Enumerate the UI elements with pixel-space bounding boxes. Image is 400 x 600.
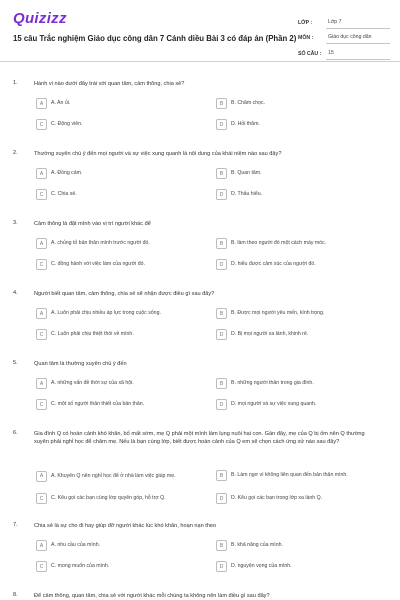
option-letter-box: C <box>36 119 47 130</box>
question-number: 7. <box>13 522 18 528</box>
option-text: C. Kêu gọi các bạn cùng lớp quyên góp, hỗ trợ Q. <box>51 495 166 502</box>
option-b[interactable] <box>216 540 283 551</box>
option-d[interactable] <box>216 329 308 340</box>
option-letter-box: D <box>216 259 227 270</box>
option-text: A. những vấn đề thời sự của xã hội. <box>51 380 134 387</box>
option-letter-box: B <box>216 168 227 179</box>
question-number: 8. <box>13 592 18 598</box>
option-b[interactable] <box>216 238 326 249</box>
option-letter-box: D <box>216 493 227 504</box>
question-text: Cảm thông là đặt mình vào vị trí người khác để <box>34 221 151 227</box>
option-a[interactable] <box>36 468 206 484</box>
option-text: D. Bị mọi người xa lánh, khinh rẻ. <box>231 331 309 338</box>
meta-row-subject <box>298 29 390 45</box>
question-number: 3. <box>13 220 18 226</box>
option-letter-box: D <box>216 399 227 410</box>
option-text: B. làm theo người đó một cách máy móc. <box>231 240 327 247</box>
option-text: A. Luôn phải chịu nhiều áp lực trong cuộc sống. <box>51 310 161 317</box>
option-text: D. nguyện vọng của mình. <box>231 563 292 570</box>
option-text: B. khả năng của mình. <box>231 542 283 549</box>
option-letter-box: D <box>216 189 227 200</box>
option-d[interactable] <box>216 493 322 504</box>
option-text: B. Làm ngơ vì không liên quan đến bản thân mình. <box>231 472 348 479</box>
option-letter-box: C <box>36 399 47 410</box>
option-b[interactable] <box>216 308 324 319</box>
option-text: A. An ủi. <box>51 100 71 107</box>
option-letter-box: C <box>36 259 47 270</box>
option-a[interactable] <box>36 540 100 551</box>
option-letter-box: B <box>216 540 227 551</box>
option-b[interactable] <box>216 470 348 481</box>
option-letter-box: C <box>36 493 47 504</box>
meta-label: SỐ CÂU : <box>298 50 322 57</box>
option-text: D. Kêu gọi các bạn trong lớp xa lánh Q. <box>231 495 323 502</box>
option-letter-box: C <box>36 329 47 340</box>
option-text: B. Được mọi người yêu mến, kính trọng. <box>231 310 325 317</box>
option-letter-box: C <box>36 561 47 572</box>
option-a[interactable] <box>36 308 161 319</box>
option-text: B. Quan tâm. <box>231 170 262 177</box>
option-d[interactable] <box>216 119 260 130</box>
question-text: Chia sẻ là sự cho đi hay giúp đỡ người khác lúc khó khăn, hoạn nạn theo <box>34 523 217 529</box>
option-c[interactable] <box>36 493 166 504</box>
option-c[interactable] <box>36 399 144 410</box>
option-d[interactable] <box>216 189 262 200</box>
option-letter-box: B <box>216 308 227 319</box>
option-a[interactable] <box>36 98 70 109</box>
option-letter-box: B <box>216 238 227 249</box>
meta-row-class <box>298 13 390 29</box>
option-c[interactable] <box>36 561 109 572</box>
option-letter-box: A <box>36 238 47 249</box>
option-letter-box: B <box>216 98 227 109</box>
option-letter-box: D <box>216 119 227 130</box>
option-letter-box: B <box>216 378 227 389</box>
option-text: C. Luôn phải chịu thiệt thòi về mình. <box>51 331 134 338</box>
option-text: B. Chăm chọc. <box>231 100 266 107</box>
option-text: D. hiểu được cảm xúc của người đó. <box>231 261 316 268</box>
option-letter-box: A <box>36 471 47 482</box>
option-d[interactable] <box>216 561 292 572</box>
question-number: 5. <box>13 360 18 366</box>
option-text: D. Thấu hiểu. <box>231 191 263 198</box>
option-text: D. Hỏi thăm. <box>231 121 260 128</box>
option-text: C. Động viên. <box>51 121 83 128</box>
option-text: A. nhu cầu của mình. <box>51 542 101 549</box>
option-c[interactable] <box>36 259 145 270</box>
worksheet-title: 15 câu Trắc nghiệm Giáo dục công dân 7 Cánh diều Bài 3 có đáp án (Phần 2) <box>13 34 297 43</box>
option-a[interactable] <box>36 168 82 179</box>
quizizz-logo: Quizizz <box>13 10 67 27</box>
question-text: Thường xuyên chú ý đến mọi người và sự việc xung quanh là nội dung của khái niệm nào sau đây? <box>34 151 282 157</box>
option-text: A. Khuyên Q nên nghỉ học để ở nhà làm việc giúp mẹ. <box>51 472 176 479</box>
question-text: Để cảm thông, quan tâm, chia sẻ với người khác mỗi chúng ta không nên làm điều gì sau đây? <box>34 593 270 599</box>
option-d[interactable] <box>216 259 316 270</box>
option-letter-box: A <box>36 540 47 551</box>
question-text: Người biết quan tâm, cảm thông, chia sẻ sẽ nhận được điều gì sau đây? <box>34 291 215 297</box>
option-letter-box: D <box>216 561 227 572</box>
option-b[interactable] <box>216 98 265 109</box>
option-letter-box: A <box>36 308 47 319</box>
option-b[interactable] <box>216 378 314 389</box>
option-text: D. mọi người và sự việc xung quanh. <box>231 401 317 408</box>
question-number: 6. <box>13 430 18 436</box>
option-a[interactable] <box>36 378 134 389</box>
option-text: A. Đồng cảm. <box>51 170 83 177</box>
question-number: 1. <box>13 80 18 86</box>
option-c[interactable] <box>36 329 134 340</box>
option-letter-box: C <box>36 189 47 200</box>
option-a[interactable] <box>36 238 150 249</box>
meta-value: Lớp 7 <box>326 19 390 29</box>
question-text: Quan tâm là thường xuyên chú ý đến <box>34 361 127 367</box>
option-text: C. Chia sẻ. <box>51 191 77 198</box>
meta-value: Giáo dục công dân <box>326 34 390 44</box>
option-text: A. chủng tỏ bản thân mình trước người đó. <box>51 240 150 247</box>
worksheet-header <box>0 0 400 62</box>
option-d[interactable] <box>216 399 316 410</box>
option-text: C. đồng hành với việc làm của người đó. <box>51 261 145 268</box>
question-text: Hành vi nào dưới đây trái với quan tâm, cảm thông, chia sẻ? <box>34 81 185 87</box>
option-letter-box: B <box>216 470 227 481</box>
option-letter-box: A <box>36 168 47 179</box>
option-text: C. mong muốn của mình. <box>51 563 110 570</box>
meta-label: LỚP : <box>298 19 313 26</box>
question-number: 2. <box>13 150 18 156</box>
option-b[interactable] <box>216 168 262 179</box>
option-text: B. những người thân trong gia đình. <box>231 380 314 387</box>
option-text: C. một số người thân thiết của bản thân. <box>51 401 145 408</box>
worksheet-meta <box>298 13 390 60</box>
option-letter-box: A <box>36 98 47 109</box>
meta-value: 15 <box>326 50 390 60</box>
question-number: 4. <box>13 290 18 296</box>
option-letter-box: D <box>216 329 227 340</box>
question-text: Gia đình Q có hoàn cảnh khó khăn, bố mất sớm, mẹ Q phải một mình làm lụng nuôi hai con. Gần đây, mẹ của Q bị ốm nên Q thường xuyên phải nghỉ học để chăm mẹ. Nếu là bạn cùng lớp, biết được hoàn cảnh của Q em sẽ chọn cách ứng xử nào sau đây? <box>34 431 365 445</box>
option-c[interactable] <box>36 119 82 130</box>
option-c[interactable] <box>36 189 77 200</box>
meta-label: MÔN : <box>298 35 314 41</box>
option-letter-box: A <box>36 378 47 389</box>
meta-row-count <box>298 44 390 60</box>
